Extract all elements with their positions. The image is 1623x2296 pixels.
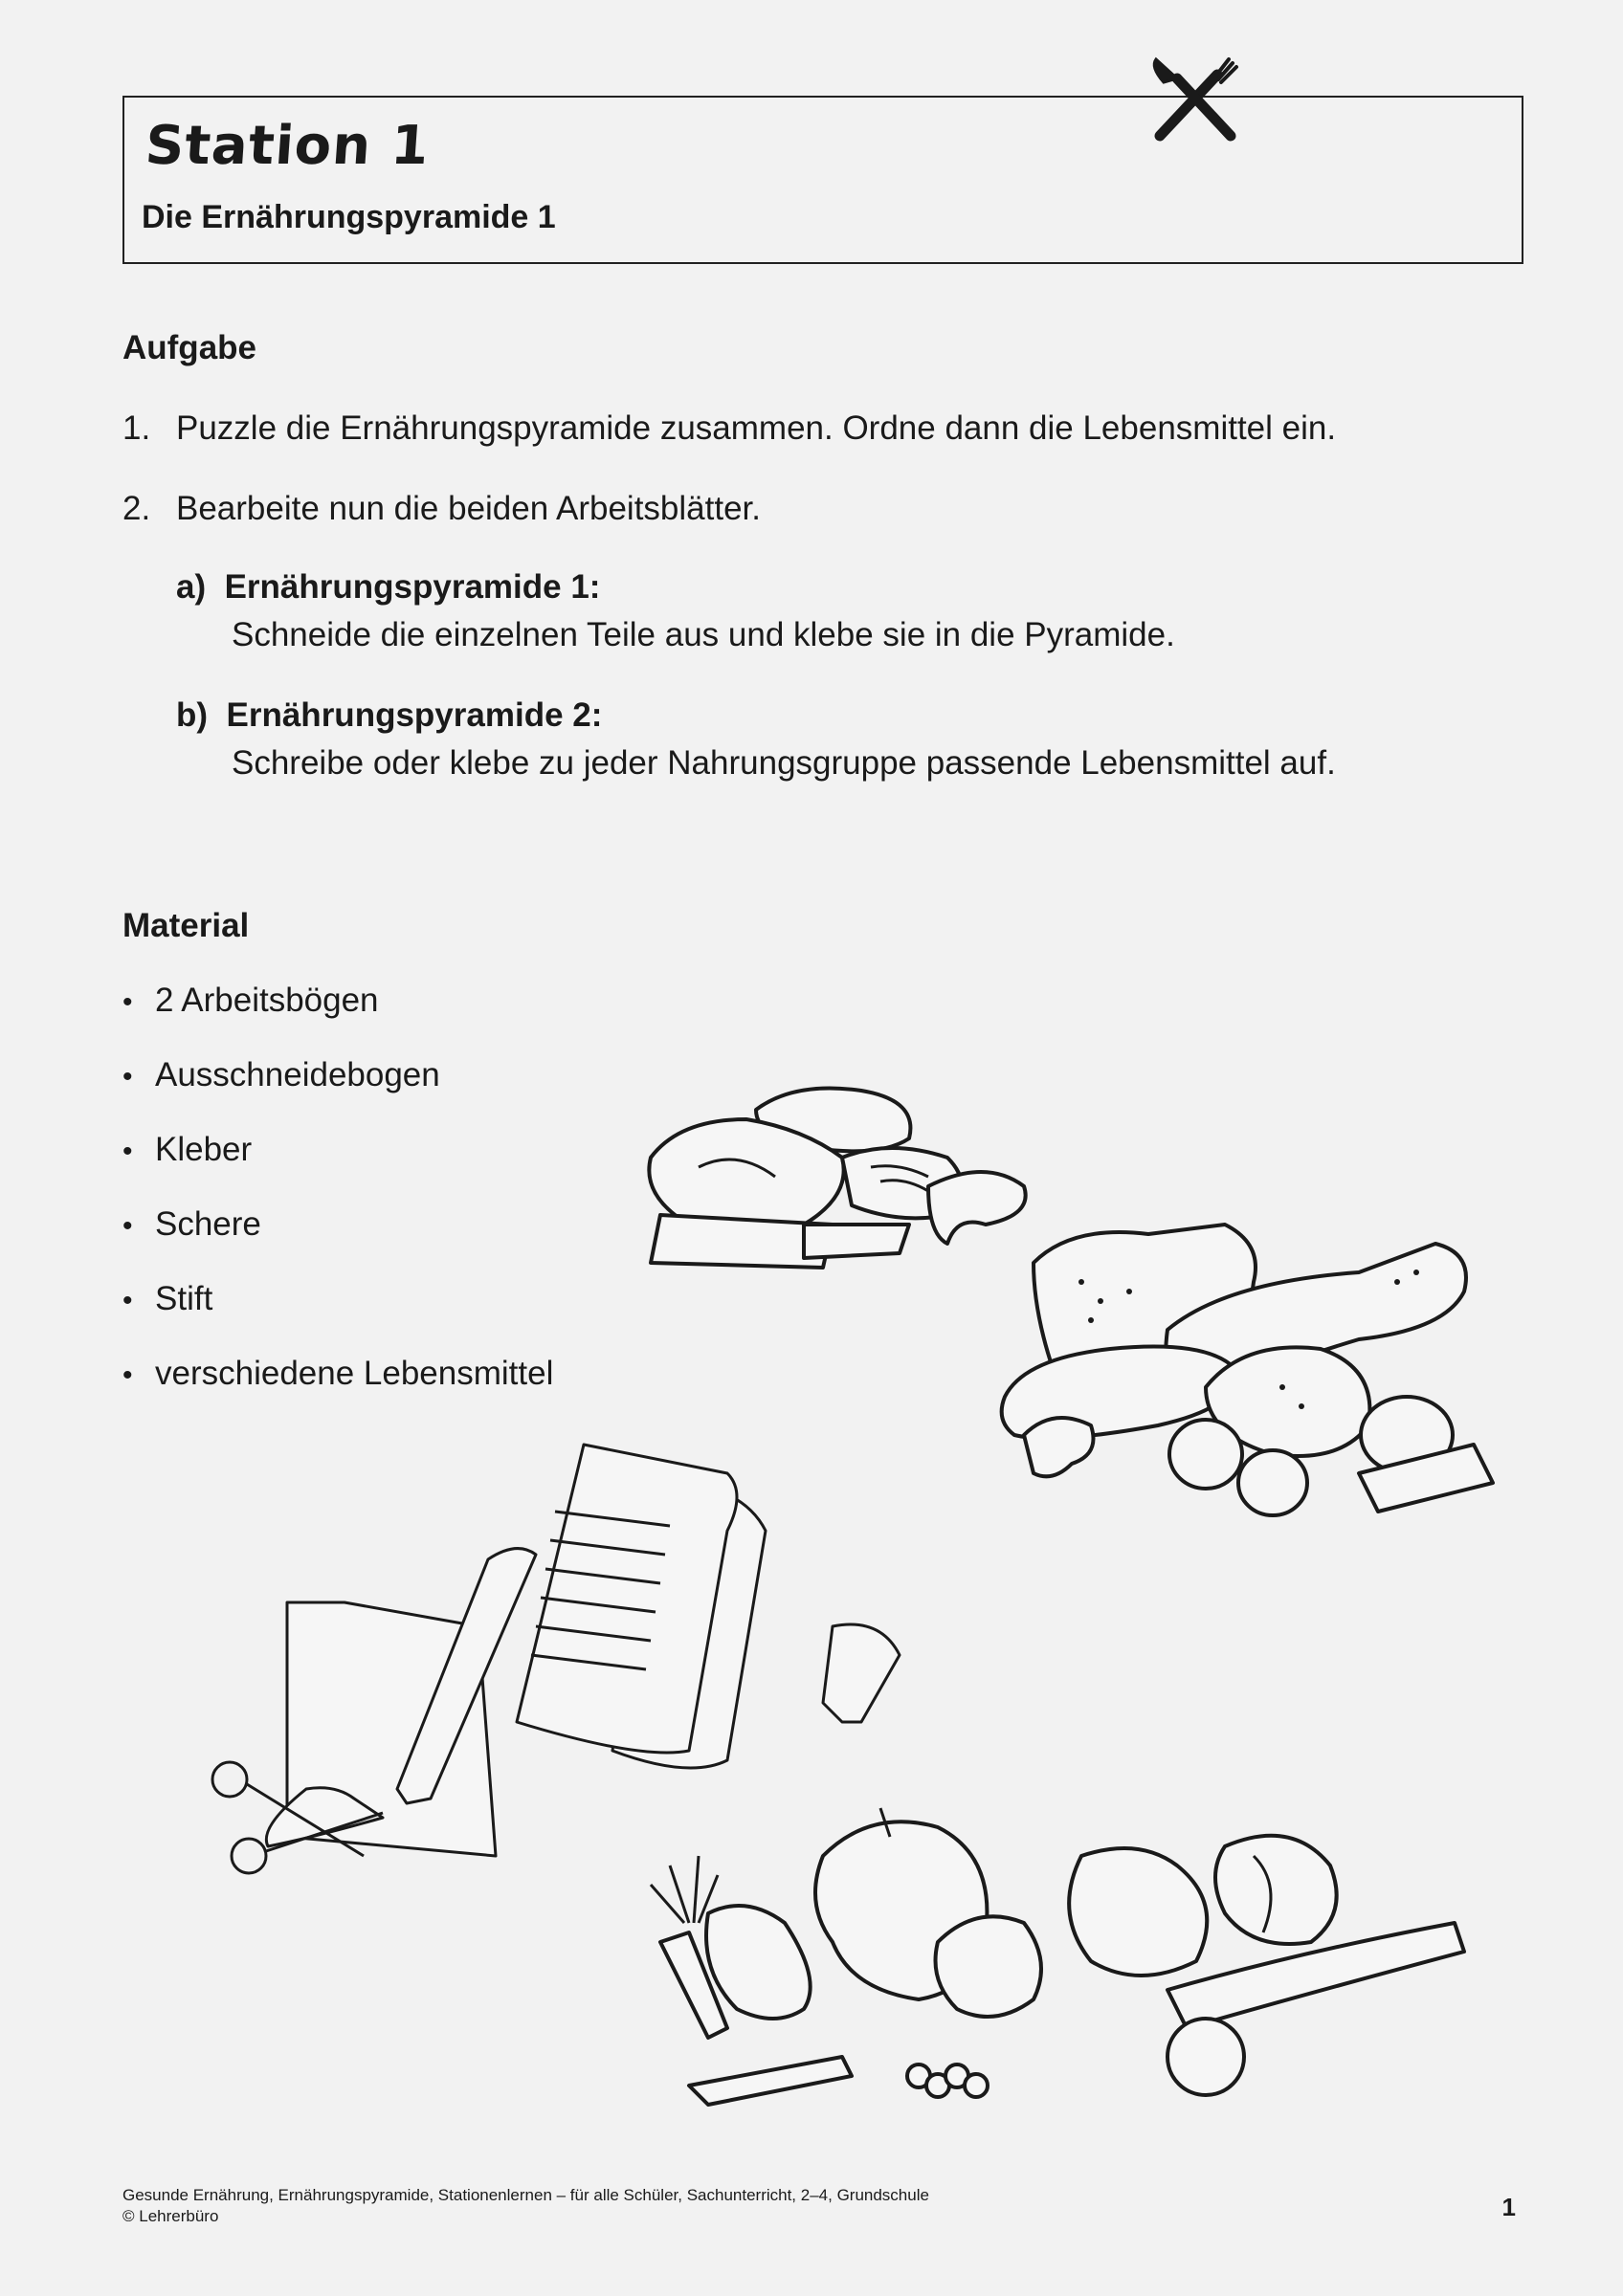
page-number: 1 — [1501, 2193, 1516, 2221]
subtask-text: Schneide die einzelnen Teile aus und klebe sie in die Pyramide. — [232, 616, 1175, 653]
subtask-item — [176, 696, 1336, 783]
bread-illustration — [995, 1205, 1531, 1540]
task-number: 2. — [122, 490, 151, 527]
material-heading: Material — [122, 907, 250, 944]
material-item: • 2 Arbeitsbögen — [122, 982, 379, 1019]
header-box — [122, 96, 1523, 264]
material-item: • Ausschneidebogen — [122, 1056, 440, 1093]
fork-knife-icon — [1148, 54, 1240, 145]
subtask-label: b) — [176, 696, 209, 734]
footer-copyright: © Lehrerbüro — [122, 2207, 219, 2225]
material-item: • Schere — [122, 1205, 261, 1243]
task-item — [122, 409, 1336, 448]
material-item: • verschiedene Lebensmittel — [122, 1355, 554, 1392]
material-item: • Kleber — [122, 1131, 253, 1168]
meat-illustration — [641, 1081, 1043, 1282]
subtask-title: Ernährungspyramide 1: — [224, 568, 601, 606]
footer — [122, 2185, 929, 2227]
task-text: Puzzle die Ernährungspyramide zusammen. Ordne dann die Lebensmittel ein. — [176, 409, 1337, 447]
task-item — [122, 490, 761, 528]
task-number: 1. — [122, 409, 151, 447]
station-title: Station 1 — [143, 115, 432, 177]
task-text: Bearbeite nun die beiden Arbeitsblätter. — [176, 490, 761, 527]
material-item: • Stift — [122, 1280, 213, 1317]
footer-line: Gesunde Ernährung, Ernährungspyramide, Stationenlernen – für alle Schüler, Sachunterricht, 2–4, Grundschule — [122, 2186, 929, 2204]
subtask-title: Ernährungspyramide 2: — [226, 696, 603, 734]
page-title: Die Ernährungspyramide 1 — [142, 199, 556, 235]
subtask-label: a) — [176, 568, 207, 606]
task-heading: Aufgabe — [122, 329, 256, 366]
subtask-text: Schreibe oder klebe zu jeder Nahrungsgruppe passende Lebensmittel auf. — [232, 744, 1336, 782]
subtask-item — [176, 568, 1175, 654]
vegetables-illustration — [632, 1799, 1474, 2114]
